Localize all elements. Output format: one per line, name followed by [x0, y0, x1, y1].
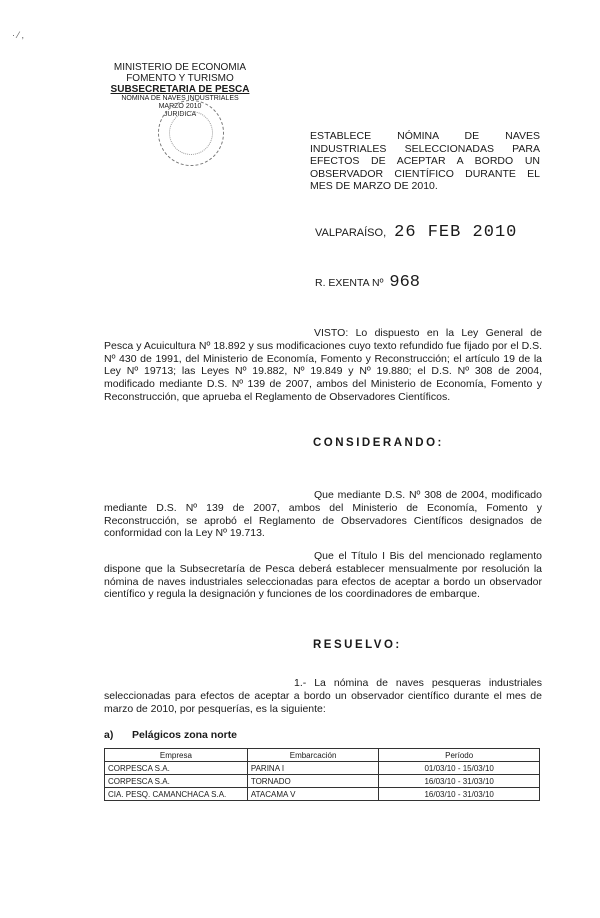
section-a-heading — [104, 729, 237, 741]
place-date — [315, 223, 517, 242]
cell-periodo: 01/03/10 - 15/03/10 — [379, 762, 540, 775]
section-a-title: Pelágicos zona norte — [132, 729, 238, 741]
table-row — [105, 762, 540, 775]
subsecretaria-line: SUBSECRETARIA DE PESCA — [110, 84, 250, 95]
considerando-paragraph-2: Que el Título I Bis del mencionado reglamento dispone que la Subsecretaría de Pesca deberá establecer mensualmente por resolución la nómina de naves industriales seleccionadas para efectos de aceptar a bordo un observador científico y regula la designación y funciones de los coordinadores de embarque. — [104, 550, 542, 601]
document-title: ESTABLECE NÓMINA DE NAVES INDUSTRIALES SELECCIONADAS PARA EFECTOS DE ACEPTAR A BORDO UN OBSERVADOR CIENTÍFICO DURANTE EL MES DE MARZO DE 2010. — [310, 130, 540, 192]
resuelvo-paragraph-1: 1.- La nómina de naves pesqueras industriales seleccionadas para efectos de aceptar a bordo un observador científico durante el mes de marzo de 2010, por pesquerías, es la siguiente: — [104, 677, 542, 715]
section-a-label: a) — [104, 729, 114, 741]
place: VALPARAÍSO, — [315, 227, 387, 239]
cell-empresa: CIA. PESQ. CAMANCHACA S.A. — [105, 788, 248, 801]
ministry-subline: FOMENTO Y TURISMO — [126, 73, 234, 84]
stamp-text-3: JURIDICA — [163, 111, 197, 118]
ministry-line: MINISTERIO DE ECONOMIA — [113, 62, 247, 73]
resolution-value: 968 — [389, 273, 421, 292]
cell-embarcacion: PARINA I — [247, 762, 378, 775]
cell-periodo: 16/03/10 - 31/03/10 — [379, 788, 540, 801]
column-header-embarcacion: Embarcación — [247, 749, 378, 762]
resolution-number — [315, 273, 420, 292]
official-seal — [158, 100, 224, 166]
column-header-empresa: Empresa — [105, 749, 248, 762]
scan-mark: · ⁄ , — [12, 30, 25, 40]
cell-embarcacion: ATACAMA V — [247, 788, 378, 801]
cell-periodo: 16/03/10 - 31/03/10 — [379, 775, 540, 788]
table-header-row — [105, 749, 540, 762]
table-row — [105, 775, 540, 788]
stamp-text-2: MARZO 2010 — [158, 103, 202, 110]
considerando-heading: CONSIDERANDO: — [313, 437, 444, 449]
resuelvo-heading: RESUELVO: — [313, 639, 402, 651]
cell-empresa: CORPESCA S.A. — [105, 775, 248, 788]
cell-empresa: CORPESCA S.A. — [105, 762, 248, 775]
cell-embarcacion: TORNADO — [247, 775, 378, 788]
stamp-text-1: NOMINA DE NAVES INDUSTRIALES — [121, 95, 239, 102]
considerando-paragraph-1: Que mediante D.S. Nº 308 de 2004, modificado mediante D.S. Nº 139 de 2007, ambos del Ministerio de Economía, Fomento y Reconstrucción, se aprobó el Reglamento de Observadores Científicos designados de conformidad con la Ley Nº 19.713. — [104, 489, 542, 540]
column-header-periodo: Período — [379, 749, 540, 762]
table-row — [105, 788, 540, 801]
resolution-label: R. EXENTA Nº — [315, 277, 384, 289]
date-stamp: 26 FEB 2010 — [394, 223, 518, 242]
vessels-table — [104, 748, 540, 801]
visto-paragraph: VISTO: Lo dispuesto en la Ley General de Pesca y Acuicultura Nº 18.892 y sus modificaciones cuyo texto refundido fue fijado por el D.S. Nº 430 de 1991, del Ministerio de Economía, Fomento y Reconstrucción; el artículo 19 de la Ley Nº 19713; las Leyes Nº 19.882, Nº 19.849 y Nº 19.880; el D.S. Nº 308 de 2004, modificado mediante D.S. Nº 139 de 2007, ambos del Ministerio de Economía, Fomento y Reconstrucción, que aprueba el Reglamento de Observadores Científicos. — [104, 327, 542, 403]
